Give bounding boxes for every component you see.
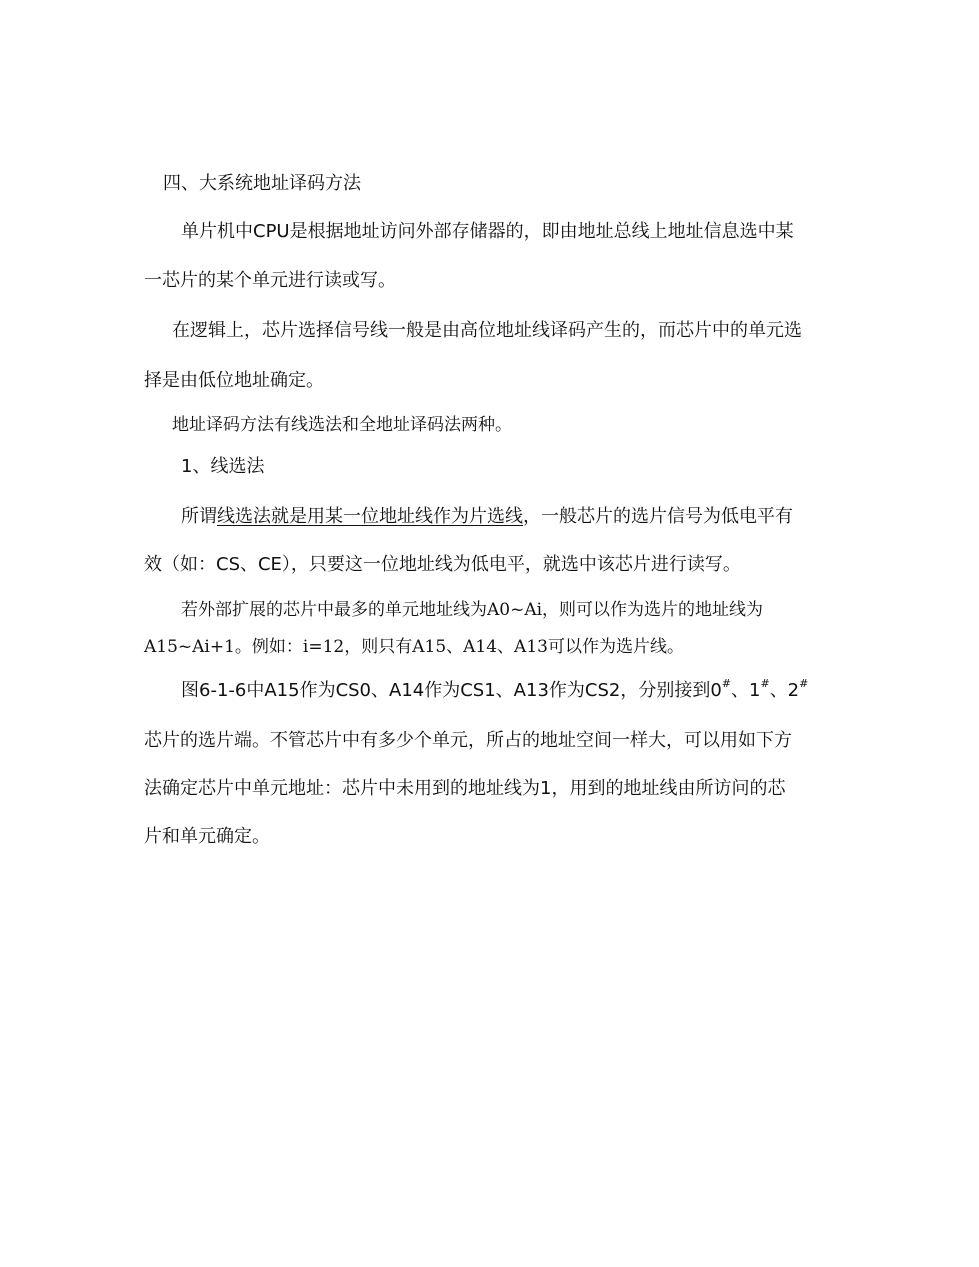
section-heading: 四、大系统地址译码方法 [163, 173, 361, 194]
paragraph-4-suffix: ，一般芯片的选片信号为低电平有 [523, 506, 793, 527]
paragraph-4-line-1 [181, 505, 793, 529]
superscript-hash: # [721, 677, 732, 690]
separator: 、2 [769, 680, 800, 701]
paragraph-4-line-2: 效（如：CS、CE），只要这一位地址线为低电平，就选中该芯片进行读写。 [144, 554, 741, 575]
underlined-definition: 线选法就是用某一位地址线作为片选线 [217, 506, 523, 527]
paragraph-2-line-1: 在逻辑上，芯片选择信号线一般是由高位地址线译码产生的，而芯片中的单元选 [172, 320, 802, 341]
superscript-hash: # [799, 677, 809, 690]
paragraph-3: 地址译码方法有线选法和全地址译码法两种。 [172, 415, 512, 435]
superscript-hash: # [760, 677, 770, 690]
subheading: 1、线选法 [181, 456, 265, 477]
paragraph-6-text: 图6-1-6中A15作为CS0、A14作为CS1、A13作为CS2，分别接到0 [181, 680, 722, 701]
paragraph-6-line-1 [181, 679, 808, 703]
separator: 、1 [731, 680, 761, 701]
paragraph-1-line-1: 单片机中CPU是根据地址访问外部存储器的，即由地址总线上地址信息选中某 [181, 221, 794, 242]
paragraph-6-line-2: 芯片的选片端。不管芯片中有多少个单元，所占的地址空间一样大，可以用如下方 [144, 730, 792, 751]
paragraph-4-prefix: 所谓 [181, 506, 217, 527]
paragraph-6-line-3: 法确定芯片中单元地址：芯片中未用到的地址线为1，用到的地址线由所访问的芯 [144, 778, 786, 799]
paragraph-5-line-2: A15~Ai+1。例如：i=12，则只有A15、A14、A13可以作为选片线。 [144, 637, 684, 657]
paragraph-1-line-2: 一芯片的某个单元进行读或写。 [144, 270, 396, 291]
paragraph-5-line-1: 若外部扩展的芯片中最多的单元地址线为A0~Ai，则可以作为选片的地址线为 [181, 600, 764, 620]
paragraph-6-line-4: 片和单元确定。 [144, 826, 270, 847]
paragraph-2-line-2: 择是由低位地址确定。 [144, 370, 324, 391]
